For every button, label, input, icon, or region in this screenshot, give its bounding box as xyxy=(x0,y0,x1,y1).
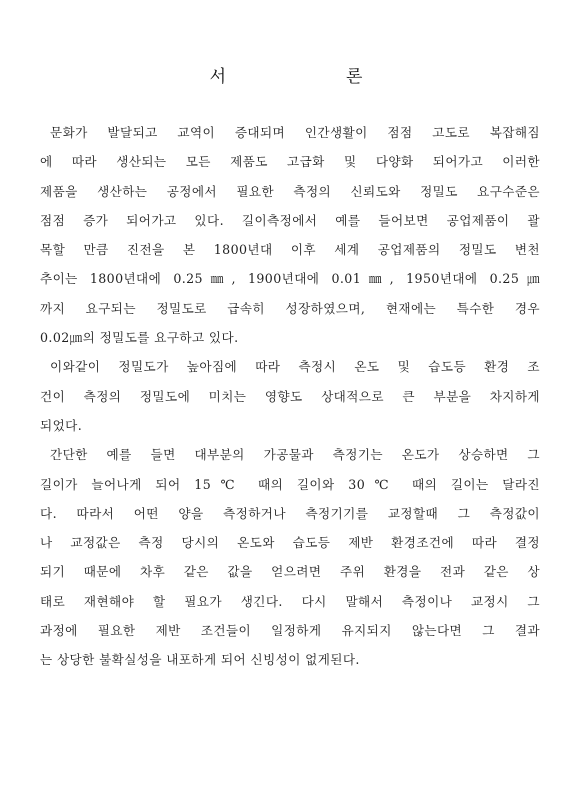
text-line: 다. 따라서 어떤 양을 측정하거나 측정기기를 교정할때 그 측정값이 xyxy=(40,505,540,521)
text-line: 이와같이 정밀도가 높아짐에 따라 측정시 온도 및 습도등 환경 조 xyxy=(50,359,540,375)
text-line: 건이 측정의 정밀도에 미치는 영향도 상대적으로 큰 부분을 차지하게 xyxy=(40,388,540,404)
text-line: 제품을 생산하는 공정에서 필요한 측정의 신뢰도와 정밀도 요구수준은 xyxy=(40,183,540,199)
text-line: 점점 증가 되어가고 있다. 길이측정에서 예를 들어보면 공업제품이 괄 xyxy=(40,212,540,228)
text-line: 태로 재현해야 할 필요가 생긴다. 다시 말해서 측정이나 교정시 그 xyxy=(40,593,540,609)
text-line: 과정에 필요한 제반 조건들이 일정하게 유지되지 않는다면 그 결과 xyxy=(40,623,540,639)
text-line: 되었다. xyxy=(40,417,83,433)
title-char-right: 론 xyxy=(346,67,365,87)
text-line: 길이가 늘어나게 되어 15℃ 때의 길이와 30℃ 때의 길이는 달라진 xyxy=(40,476,540,492)
text-line: 까지 요구되는 정밀도로 급속히 성장하였으며, 현재에는 특수한 경우 xyxy=(40,300,540,316)
text-line: 추이는 1800년대에 0.25㎜, 1900년대에 0.01㎜, 1950년대에 0.25㎛ xyxy=(40,271,540,287)
text-line: 에 따라 생산되는 모든 제품도 고급화 및 다양화 되어가고 이러한 xyxy=(40,154,540,170)
text-line: 간단한 예를 들면 대부분의 가공물과 측정기는 온도가 상승하면 그 xyxy=(50,447,540,463)
body-text xyxy=(40,118,540,675)
page-title xyxy=(0,62,574,87)
text-line: 목할 만큼 진전을 본 1800년대 이후 세계 공업제품의 정밀도 변천 xyxy=(40,242,540,258)
text-line: 0.02㎛의 정밀도를 요구하고 있다. xyxy=(40,330,239,346)
text-line: 문화가 발달되고 교역이 증대되며 인간생활이 점점 고도로 복잡해짐 xyxy=(50,125,540,140)
text-line: 되기 때문에 차후 같은 값을 얻으려면 주위 환경을 전과 같은 상 xyxy=(40,564,540,580)
text-line: 나 교정값은 측정 당시의 온도와 습도등 제반 환경조건에 따라 결정 xyxy=(40,535,540,551)
text-line: 는 상당한 불확실성을 내포하게 되어 신빙성이 없게된다. xyxy=(40,652,360,668)
title-char-left: 서 xyxy=(209,67,228,87)
